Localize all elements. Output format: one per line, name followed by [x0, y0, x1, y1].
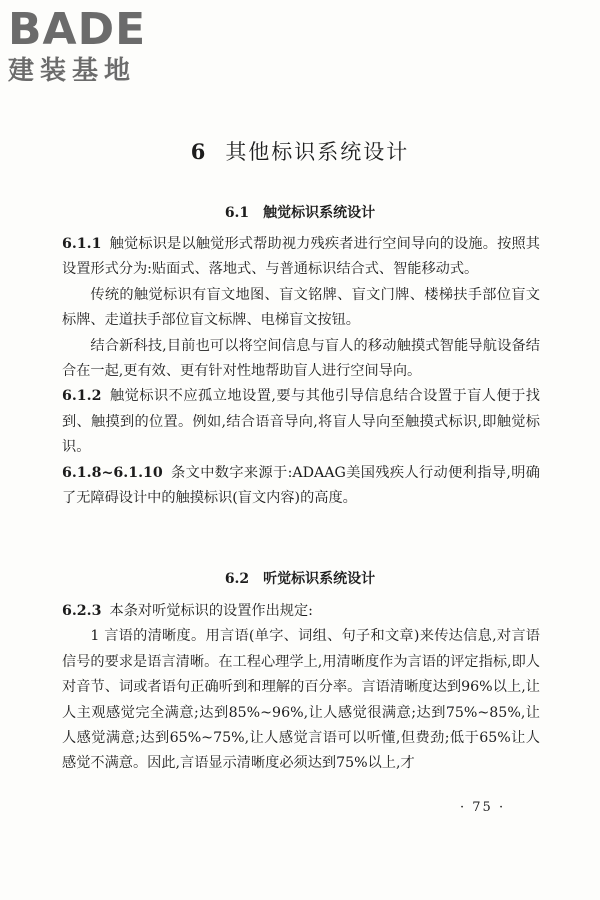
paragraph — [62, 283, 540, 334]
paragraph-text: 触觉标识是以触觉形式帮助视力残疾者进行空间导向的设施。按照其设置形式分为:贴面式、落地式、与普通标识结合式、智能移动式。 — [62, 236, 540, 278]
paragraph — [62, 384, 540, 460]
clause-number: 6.1.1 — [62, 236, 102, 252]
paragraph-text: 传统的触觉标识有盲文地图、盲文铭牌、盲文门牌、楼梯扶手部位盲文标牌、走道扶手部位盲文标牌、电梯盲文按钮。 — [62, 286, 540, 329]
paragraph-text: 本条对听觉标识的设置作出规定: — [109, 603, 313, 619]
section-6-1-body — [62, 232, 540, 511]
paragraph-text: 触觉标识不应孤立地设置,要与其他引导信息结合设置于盲人便于找到、触摸到的位置。例如,结合语音导向,将盲人导向至触摸式标识,即触觉标识。 — [62, 388, 540, 456]
paragraph — [62, 461, 540, 512]
section-6-2-body — [62, 599, 540, 777]
section-number: 6.2 — [224, 571, 250, 587]
chapter-number: 6 — [190, 139, 208, 164]
section-title-text: 听觉标识系统设计 — [263, 571, 376, 587]
section-title-6-2 — [0, 568, 600, 588]
clause-number: 6.1.2 — [62, 388, 102, 405]
clause-number: 6.1.8~6.1.10 — [62, 464, 163, 481]
section-title-text: 触觉标识系统设计 — [263, 205, 376, 221]
section-number: 6.1 — [224, 205, 250, 221]
logo-chinese-text: 建装基地 — [8, 56, 137, 86]
logo — [8, 6, 178, 86]
section-title-6-1 — [0, 202, 600, 222]
paragraph — [62, 599, 540, 624]
clause-number: 6.2.3 — [62, 603, 102, 619]
paragraph — [62, 232, 540, 283]
page-number: · 75 · — [460, 800, 506, 815]
paragraph-text: 条文中数字来源于:ADAAG美国残疾人行动便利指导,明确了无障碍设计中的触摸标识(盲文内容)的高度。 — [62, 464, 540, 507]
paragraph-text: 1 言语的清晰度。用言语(单字、词组、句子和文章)来传达信息,对言语信号的要求是语言清晰。在工程心理学上,用清晰度作为言语的评定指标,即人对音节、词或者语句正确听到和理解的百分率。言语清晰度达到96%以上,让人主观感觉完全满意;达到85%~96%,让人感觉很满意;达到75%~85%,让人感觉满意;达到65%~75%,让人感觉言语可以听懂,但费劲;低于65%让人感觉不满意。因此,言语显示清晰度必须达到75%以上,才 — [62, 628, 540, 772]
chapter-title — [0, 136, 600, 166]
paragraph-text: 结合新科技,目前也可以将空间信息与盲人的移动触摸式智能导航设备结合在一起,更有效、更有针对性地帮助盲人进行空间导向。 — [62, 337, 540, 380]
paragraph — [62, 624, 540, 776]
paragraph — [62, 334, 540, 385]
chapter-title-text: 其他标识系统设计 — [225, 140, 410, 164]
logo-latin-text: BADE — [8, 4, 147, 55]
